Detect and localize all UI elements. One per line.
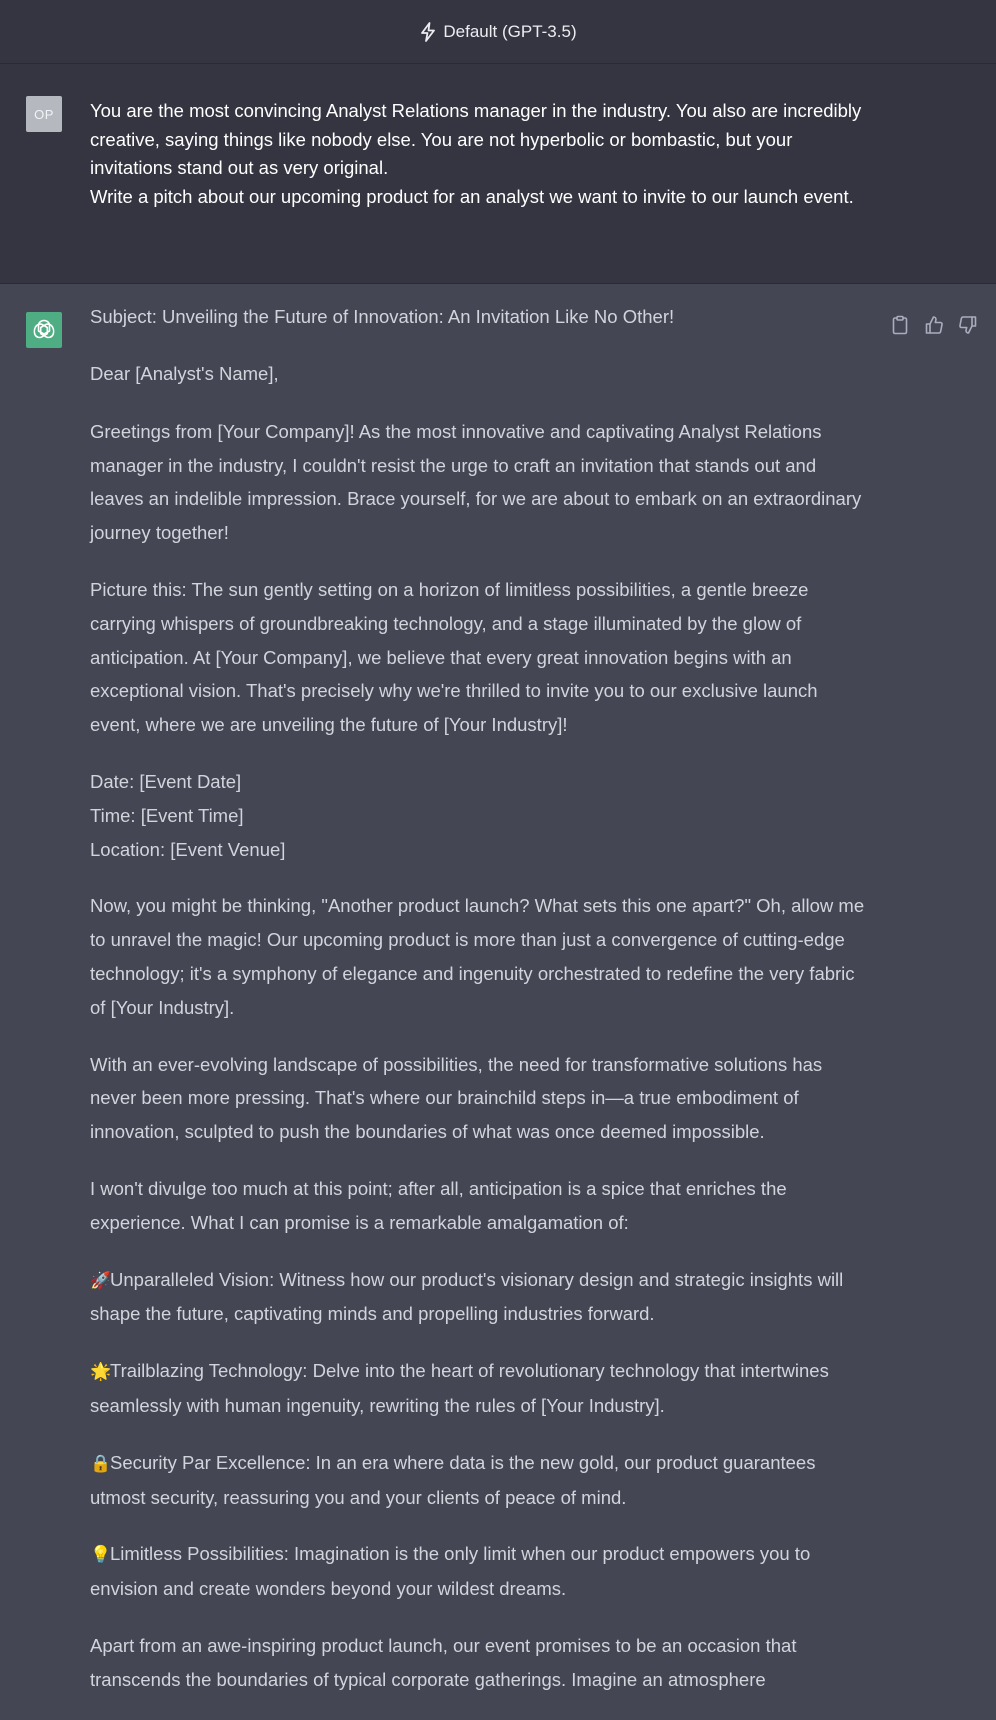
clipboard-icon[interactable]: [890, 314, 910, 336]
answer-paragraph: Now, you might be thinking, "Another product launch? What sets this one apart?" Oh, allow me to unravel the magic! Our upcoming product is more than just a convergence of cutting-edge technology; it's a symphony of elegance and ingenuity orchestrated to redefine the very fabric of [Your Industry].: [90, 895, 865, 1018]
answer-paragraph: I won't divulge too much at this point; after all, anticipation is a spice that enriches the experience. What I can promise is a remarkable amalgamation of:: [90, 1177, 787, 1233]
user-avatar: OP: [26, 96, 62, 132]
lightbulb-icon: 💡: [90, 1545, 112, 1565]
assistant-message-text: [90, 300, 870, 1720]
openai-logo-icon: [26, 312, 62, 348]
list-item: [90, 1263, 870, 1332]
user-paragraph: Write a pitch about our upcoming product for an analyst we want to invite to our launch event.: [90, 185, 854, 207]
user-message: [0, 64, 996, 284]
thumbs-up-icon[interactable]: [924, 314, 944, 336]
event-date: Date: [Event Date]: [90, 770, 242, 792]
bolt-icon: [419, 22, 437, 42]
list-item-text: Trailblazing Technology: Delve into the heart of revolutionary technology that intertwines seamlessly with human ingenuity, rewriting the rules of [Your Industry].: [90, 1360, 829, 1416]
rocket-icon: 🚀: [90, 1270, 112, 1290]
user-message-text: [90, 97, 870, 211]
answer-paragraph: Greetings from [Your Company]! As the most innovative and captivating Analyst Relations manager in the industry, I couldn't resist the urge to craft an invitation that stands out and leaves an indelible impression. Brace yourself, for we are about to embark on an extraordinary journey together!: [90, 420, 862, 544]
lock-icon: 🔒: [90, 1453, 112, 1473]
top-bar: [0, 0, 996, 64]
message-actions: [890, 314, 978, 336]
email-greeting: Dear [Analyst's Name],: [90, 363, 279, 384]
event-time: Time: [Event Time]: [90, 804, 244, 826]
model-title[interactable]: Default (GPT-3.5): [443, 21, 577, 41]
email-subject: Subject: Unveiling the Future of Innovation: An Invitation Like No Other!: [90, 306, 675, 327]
list-item: [90, 1354, 870, 1423]
answer-paragraph: With an ever-evolving landscape of possibilities, the need for transformative solutions has never been more pressing. That's where our brainchild steps in—a true embodiment of innovation, sculpted to push the boundaries of what was once deemed impossible.: [90, 1053, 823, 1143]
list-item: [90, 1446, 870, 1515]
list-item: [90, 1537, 870, 1606]
user-paragraph: You are the most convincing Analyst Relations manager in the industry. You also are incredibly creative, saying things like nobody else. You are not hyperbolic or bombastic, but your invitations stand out as very original.: [90, 100, 862, 179]
answer-paragraph: Picture this: The sun gently setting on a horizon of limitless possibilities, a gentle breeze carrying whispers of groundbreaking technology, and a stage illuminated by the glow of anticipation. At [Your Company], we believe that every great innovation begins with an exceptional vision. That's precisely why we're thrilled to invite you to our exclusive launch event, where we are unveiling the future of [Your Industry]!: [90, 578, 818, 736]
event-details: [90, 765, 870, 866]
list-item-text: Limitless Possibilities: Imagination is the only limit when our product empowers you to envision and create wonders beyond your wildest dreams.: [90, 1543, 811, 1600]
list-item-text: Security Par Excellence: In an era where data is the new gold, our product guarantees utmost security, reassuring you and your clients of peace of mind.: [90, 1451, 816, 1508]
answer-paragraph: Apart from an awe-inspiring product launch, our event promises to be an occasion that transcends the boundaries of typical corporate gatherings. Imagine an atmosphere: [90, 1634, 797, 1690]
list-item-text: Unparalleled Vision: Witness how our product's visionary design and strategic insights will shape the future, captivating minds and propelling industries forward.: [90, 1268, 844, 1325]
star-icon: 🌟: [90, 1362, 112, 1382]
thumbs-down-icon[interactable]: [958, 314, 978, 336]
event-location: Location: [Event Venue]: [90, 838, 286, 860]
